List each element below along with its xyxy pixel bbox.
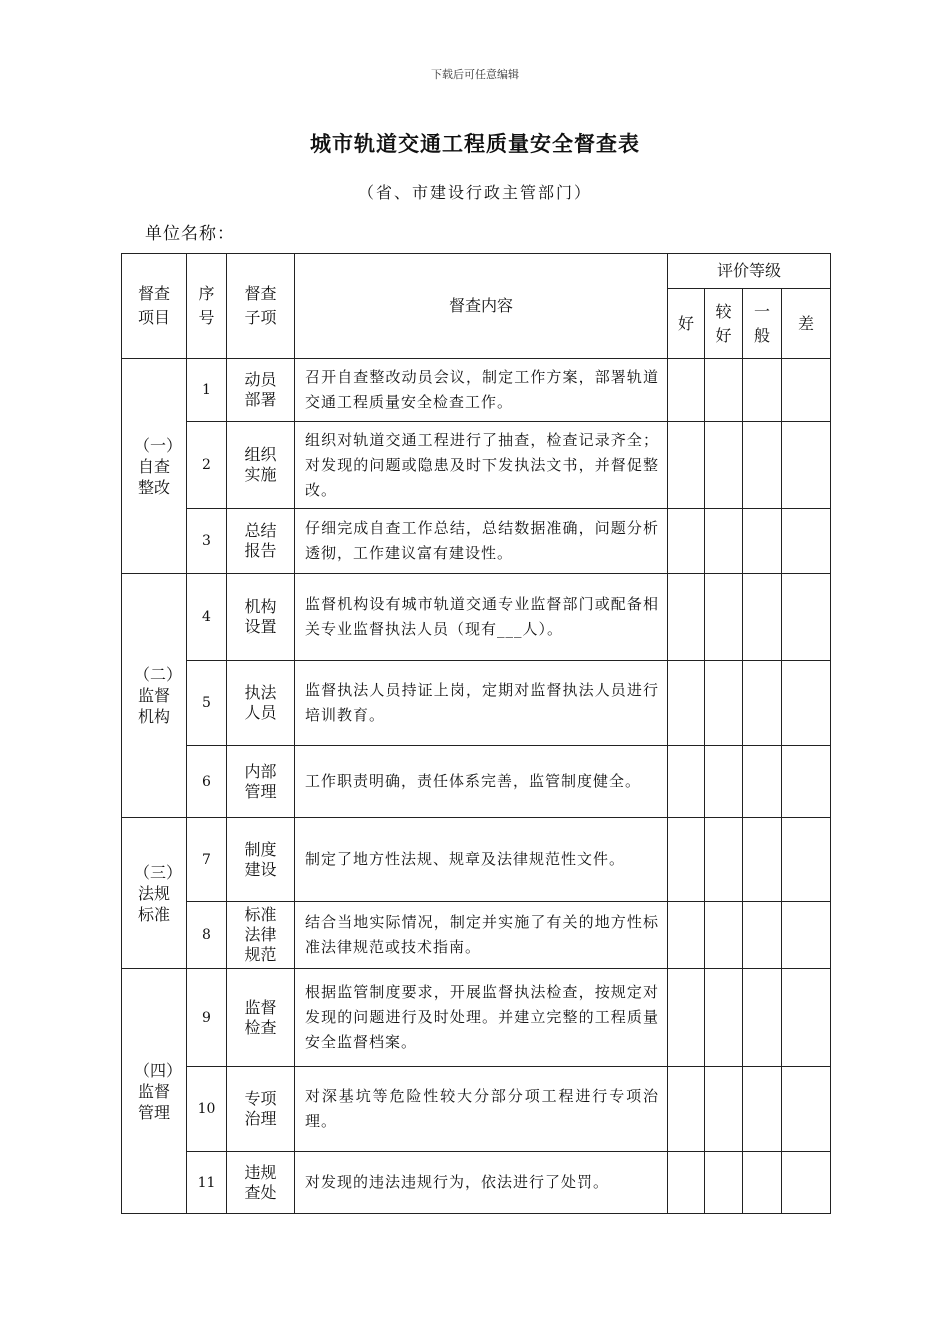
unit-name-label: 单位名称： [145, 224, 235, 244]
grade-cell[interactable] [743, 509, 782, 574]
grade-cell[interactable] [743, 818, 782, 902]
table-row [122, 509, 831, 574]
grade-cell[interactable] [668, 661, 705, 746]
grade-cell[interactable] [782, 746, 831, 818]
grade-header: 差 [782, 289, 831, 359]
row-content: 工作职责明确，责任体系完善，监管制度健全。 [295, 746, 668, 818]
col-header-item: 督查项目 [122, 254, 187, 359]
grade-cell[interactable] [782, 422, 831, 509]
grade-cell[interactable] [705, 1152, 743, 1214]
grade-cell[interactable] [743, 1152, 782, 1214]
row-sub-item: 监督检查 [227, 969, 295, 1067]
row-sub-item: 专项治理 [227, 1067, 295, 1152]
table-row [122, 746, 831, 818]
grade-cell[interactable] [668, 422, 705, 509]
grade-cell[interactable] [743, 574, 782, 661]
row-sub-item: 组织实施 [227, 422, 295, 509]
header-note: 下载后可任意编辑 [431, 68, 519, 81]
row-seq: 9 [187, 969, 227, 1067]
row-content: 召开自查整改动员会议，制定工作方案，部署轨道交通工程质量安全检查工作。 [295, 359, 668, 422]
row-sub-item: 执法人员 [227, 661, 295, 746]
row-sub-item: 违规查处 [227, 1152, 295, 1214]
group-label: （四）监督管理 [122, 969, 187, 1214]
grade-header: 一般 [743, 289, 782, 359]
row-sub-item: 总结报告 [227, 509, 295, 574]
row-sub-item: 标准法律规范 [227, 902, 295, 969]
row-content: 制定了地方性法规、规章及法律规范性文件。 [295, 818, 668, 902]
grade-cell[interactable] [668, 818, 705, 902]
grade-cell[interactable] [705, 818, 743, 902]
table-row [122, 969, 831, 1067]
group-label: （一）自查整改 [122, 359, 187, 574]
grade-cell[interactable] [705, 574, 743, 661]
grade-cell[interactable] [782, 509, 831, 574]
col-header-sub-item: 督查子项 [227, 254, 295, 359]
grade-cell[interactable] [705, 422, 743, 509]
table-row [122, 422, 831, 509]
grade-cell[interactable] [705, 902, 743, 969]
row-content: 结合当地实际情况，制定并实施了有关的地方性标准法律规范或技术指南。 [295, 902, 668, 969]
grade-cell[interactable] [782, 359, 831, 422]
row-seq: 8 [187, 902, 227, 969]
row-seq: 6 [187, 746, 227, 818]
grade-cell[interactable] [705, 661, 743, 746]
grade-cell[interactable] [668, 509, 705, 574]
table-row [122, 818, 831, 902]
grade-cell[interactable] [782, 902, 831, 969]
grade-cell[interactable] [705, 1067, 743, 1152]
grade-cell[interactable] [668, 1152, 705, 1214]
row-seq: 7 [187, 818, 227, 902]
row-seq: 11 [187, 1152, 227, 1214]
grade-cell[interactable] [668, 359, 705, 422]
row-sub-item: 制度建设 [227, 818, 295, 902]
row-seq: 1 [187, 359, 227, 422]
grade-cell[interactable] [668, 1067, 705, 1152]
grade-header: 好 [668, 289, 705, 359]
row-sub-item: 机构设置 [227, 574, 295, 661]
grade-cell[interactable] [782, 574, 831, 661]
grade-cell[interactable] [743, 359, 782, 422]
grade-cell[interactable] [782, 1152, 831, 1214]
table-row [122, 574, 831, 661]
row-sub-item: 动员部署 [227, 359, 295, 422]
grade-cell[interactable] [743, 902, 782, 969]
col-header-content: 督查内容 [295, 254, 668, 359]
row-content: 对发现的违法违规行为，依法进行了处罚。 [295, 1152, 668, 1214]
row-content: 仔细完成自查工作总结，总结数据准确，问题分析透彻，工作建议富有建设性。 [295, 509, 668, 574]
grade-cell[interactable] [743, 1067, 782, 1152]
table-row [122, 1152, 831, 1214]
row-seq: 4 [187, 574, 227, 661]
page-subtitle: （省、市建设行政主管部门） [357, 183, 592, 202]
row-content: 对深基坑等危险性较大分部分项工程进行专项治理。 [295, 1067, 668, 1152]
grade-cell[interactable] [743, 969, 782, 1067]
grade-cell[interactable] [782, 1067, 831, 1152]
row-seq: 10 [187, 1067, 227, 1152]
grade-cell[interactable] [705, 359, 743, 422]
row-seq: 5 [187, 661, 227, 746]
page-title: 城市轨道交通工程质量安全督查表 [310, 132, 640, 156]
grade-cell[interactable] [782, 969, 831, 1067]
row-content: 监督执法人员持证上岗，定期对监督执法人员进行培训教育。 [295, 661, 668, 746]
grade-header: 较好 [705, 289, 743, 359]
grade-cell[interactable] [705, 746, 743, 818]
grade-cell[interactable] [705, 509, 743, 574]
row-content: 组织对轨道交通工程进行了抽查，检查记录齐全；对发现的问题或隐患及时下发执法文书，并督促整改。 [295, 422, 668, 509]
grade-cell[interactable] [743, 422, 782, 509]
group-label: （三）法规标准 [122, 818, 187, 969]
row-content: 监督机构设有城市轨道交通专业监督部门或配备相关专业监督执法人员（现有___人）。 [295, 574, 668, 661]
grade-cell[interactable] [705, 969, 743, 1067]
grade-cell[interactable] [743, 661, 782, 746]
row-content: 根据监管制度要求，开展监督执法检查，按规定对发现的问题进行及时处理。并建立完整的工程质量安全监督档案。 [295, 969, 668, 1067]
grade-cell[interactable] [782, 661, 831, 746]
grade-cell[interactable] [668, 902, 705, 969]
table-row [122, 902, 831, 969]
table-row [122, 661, 831, 746]
col-header-seq: 序号 [187, 254, 227, 359]
row-seq: 2 [187, 422, 227, 509]
row-sub-item: 内部管理 [227, 746, 295, 818]
col-header-rating: 评价等级 [668, 254, 831, 289]
grade-cell[interactable] [668, 746, 705, 818]
table-row [122, 1067, 831, 1152]
grade-cell[interactable] [743, 746, 782, 818]
row-seq: 3 [187, 509, 227, 574]
grade-cell[interactable] [782, 818, 831, 902]
grade-cell[interactable] [668, 574, 705, 661]
group-label: （二）监督机构 [122, 574, 187, 818]
inspection-table [121, 253, 831, 1214]
table-row [122, 359, 831, 422]
grade-cell[interactable] [668, 969, 705, 1067]
